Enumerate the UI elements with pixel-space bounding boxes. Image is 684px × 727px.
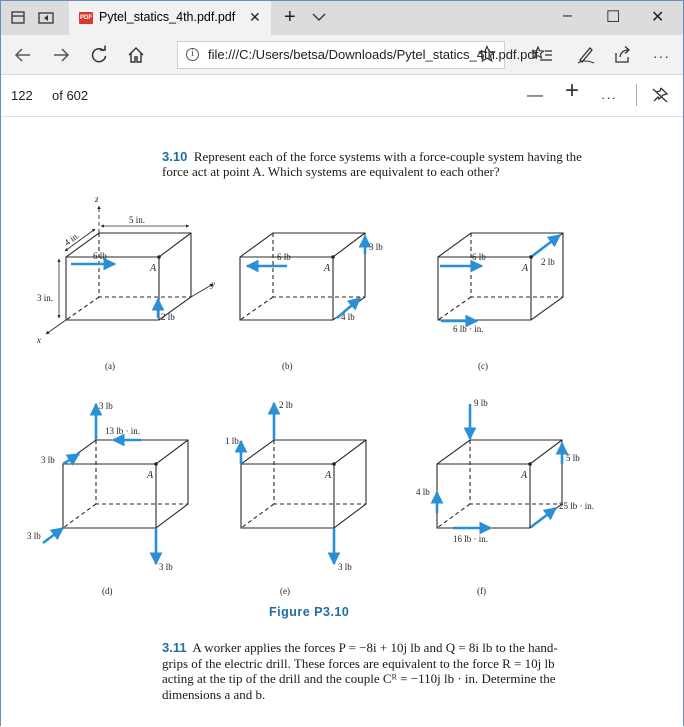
point-marker	[157, 255, 161, 259]
axis-z-label: z	[95, 194, 99, 204]
force-arrow-d-3lb-front	[43, 528, 63, 543]
dimension-label: 5 in.	[129, 215, 146, 225]
force-arrow-c-2lb	[531, 235, 560, 257]
tab-title: Pytel_statics_4th.pdf.pdf	[99, 10, 236, 24]
tab-list-chevron-down-icon[interactable]	[311, 9, 327, 25]
problem-text-line: Represent each of the force systems with a force-couple system having the	[193, 149, 582, 164]
navigation-bar	[1, 35, 683, 75]
force-label: 3 lb	[159, 562, 173, 572]
force-label: 6 lb	[93, 251, 107, 261]
caption-a: (a)	[105, 361, 115, 371]
force-label: 2 lb	[541, 257, 555, 267]
caption-b: (b)	[282, 361, 293, 371]
dimension-label: 3 in.	[37, 293, 54, 303]
zoom-out-button[interactable]: —	[527, 87, 543, 104]
box-e	[241, 440, 366, 528]
force-label: 5 lb	[566, 453, 580, 463]
pen-notes-icon[interactable]	[576, 45, 596, 65]
point-a-label: A	[325, 470, 332, 481]
page-number-input[interactable]: 122	[11, 88, 33, 103]
settings-more-button[interactable]: ···	[653, 48, 670, 64]
point-a-label: A	[324, 263, 331, 274]
force-label: 6 lb	[277, 252, 291, 262]
set-tabs-aside-icon[interactable]	[37, 9, 57, 27]
point-a-label: A	[521, 470, 528, 481]
box-f	[437, 440, 562, 528]
coordinate-axes	[46, 206, 213, 334]
address-bar[interactable]	[177, 41, 539, 69]
point-marker	[154, 462, 158, 466]
force-label: 1 lb	[225, 436, 239, 446]
tab-active[interactable]	[69, 1, 271, 35]
force-label: 2 lb	[279, 400, 293, 410]
problem-3-11	[162, 640, 558, 702]
problem-number: 3.11	[162, 640, 187, 655]
moment-label: 6 lb · in.	[453, 324, 484, 334]
force-label: 3 lb	[338, 562, 352, 572]
forward-arrow-icon[interactable]	[51, 45, 71, 65]
force-label: 3 lb	[27, 531, 41, 541]
toolbar-divider	[636, 84, 637, 106]
close-window-button[interactable]: ✕	[651, 9, 665, 26]
force-arrow-d-3lb-left	[63, 454, 79, 464]
tab-close-button[interactable]: ✕	[249, 9, 261, 25]
moment-label: 25 lb · in.	[559, 501, 594, 511]
problem-text-line: dimensions a and b.	[162, 686, 266, 702]
caption-f: (f)	[477, 586, 486, 596]
refresh-icon[interactable]	[89, 45, 109, 65]
pdf-toolbar	[1, 75, 683, 117]
force-label: 9 lb	[474, 398, 488, 408]
point-a-label: A	[150, 263, 157, 274]
point-a-label: A	[522, 263, 529, 274]
tab-actions-icon[interactable]	[9, 9, 29, 27]
axis-x-label: x	[37, 335, 41, 345]
point-marker	[529, 255, 533, 259]
dimension-label: 4 in.	[62, 230, 82, 248]
home-icon[interactable]	[126, 45, 146, 65]
point-marker	[331, 255, 335, 259]
point-a-label: A	[147, 470, 154, 481]
caption-e: (e)	[280, 586, 290, 596]
point-marker	[528, 462, 532, 466]
share-icon[interactable]	[613, 45, 633, 65]
problem-number: 3.10	[162, 149, 188, 164]
figure-p3-10	[1, 118, 683, 608]
moment-arrow-f-25	[531, 508, 556, 527]
favorites-list-icon[interactable]	[531, 45, 553, 65]
address-input[interactable]: file:///C:/Users/betsa/Downloads/Pytel_statics_4th.pdf.pdf	[208, 47, 539, 62]
force-label: 4 lb	[416, 487, 430, 497]
force-label: 6 lb	[472, 252, 486, 262]
minimize-button[interactable]: –	[563, 7, 572, 24]
tab-bar	[1, 1, 683, 35]
force-label: 3 lb	[369, 242, 383, 252]
site-info-icon[interactable]: i	[186, 48, 199, 61]
point-marker	[332, 462, 336, 466]
problem-text-line: force act at point A. Which systems are equivalent to each other?	[162, 164, 500, 179]
maximize-button[interactable]: ☐	[606, 9, 621, 26]
moment-label: 16 lb · in.	[453, 534, 488, 544]
pdf-more-button[interactable]: ···	[601, 90, 617, 105]
force-label: 2 lb	[161, 312, 175, 322]
force-label: 3 lb	[41, 455, 55, 465]
pdf-page	[1, 118, 683, 727]
box-a	[66, 233, 191, 320]
moment-label: 13 lb · in.	[105, 426, 140, 436]
axis-y-label: y	[211, 279, 215, 289]
favorite-star-icon[interactable]	[478, 45, 496, 63]
box-d	[63, 440, 188, 528]
zoom-in-button[interactable]: +	[565, 77, 580, 104]
force-label: 4 lb	[341, 312, 355, 322]
unpin-toolbar-icon[interactable]	[651, 86, 669, 104]
problem-text-line: grips of the electric drill. These forces are equivalent to the force R = 10j lb	[162, 655, 555, 671]
page-count: of 602	[52, 88, 89, 103]
figure-title: Figure P3.10	[269, 605, 350, 619]
new-tab-button[interactable]: +	[284, 6, 296, 28]
caption-d: (d)	[102, 586, 113, 596]
pdf-file-icon: PDF	[79, 12, 93, 24]
box-b	[240, 233, 365, 320]
caption-c: (c)	[478, 361, 488, 371]
force-label: 3 lb	[99, 401, 113, 411]
problem-text-line: acting at the tip of the drill and the couple Cᴿ = −110j lb · in. Determine the	[162, 671, 556, 686]
problem-text-line: A worker applies the forces P = −8i + 10j lb and Q = 8i lb to the hand-	[192, 640, 558, 655]
back-arrow-icon[interactable]	[13, 45, 33, 65]
